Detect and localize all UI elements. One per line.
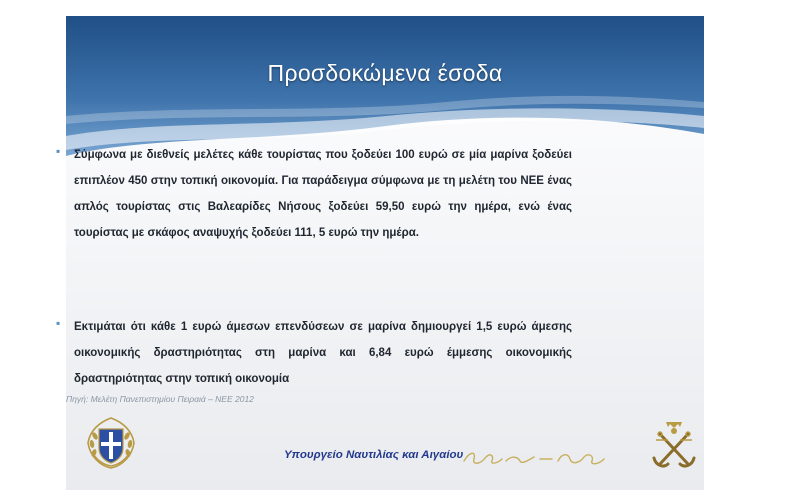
bullet-text: Σύμφωνα με διεθνείς μελέτες κάθε τουρίστας που ξοδεύει 100 ευρώ σε μία μαρίνα ξοδεύει επιπλέον 450 στην τοπική οικονομία. Για παράδειγμα σύμφωνα με τη μελέτη του ΝΕΕ ένας απλός τουρίστας στις Βαλεαρίδες Νήσους ξοδεύει 59,50 ευρώ την ημέρα, ενώ ένας τουρίστας με σκάφος αναψυχής ξοδεύει 111, 5 ευρώ την ημέρα. bbox=[74, 149, 572, 239]
square-bullet-icon: ▪ bbox=[56, 144, 61, 158]
ministry-name: Υπουργείο Ναυτιλίας και Αιγαίου bbox=[284, 449, 464, 461]
square-bullet-icon: ▪ bbox=[56, 316, 61, 330]
crossed-anchors-crest-icon bbox=[648, 418, 700, 472]
slide-title: Προσδοκώμενα έσοδα bbox=[267, 60, 503, 86]
bullet-text: Εκτιμάται ότι κάθε 1 ευρώ άμεσων επενδύσεων σε μαρίνα δημιουργεί 1,5 ευρώ άμεσης οικονομικής δραστηριότητας στη μαρίνα και 6,84 ευρώ έμμεσης οικονομικής δραστηριότητας στην τοπική οικονομία bbox=[74, 321, 572, 385]
signature-logo bbox=[460, 445, 610, 471]
slide bbox=[66, 16, 704, 490]
greek-coat-of-arms-icon bbox=[82, 414, 140, 472]
source-note: Πηγή: Μελέτη Πανεπιστημίου Πειραιά – ΝΕΕ 2012 bbox=[66, 394, 254, 404]
